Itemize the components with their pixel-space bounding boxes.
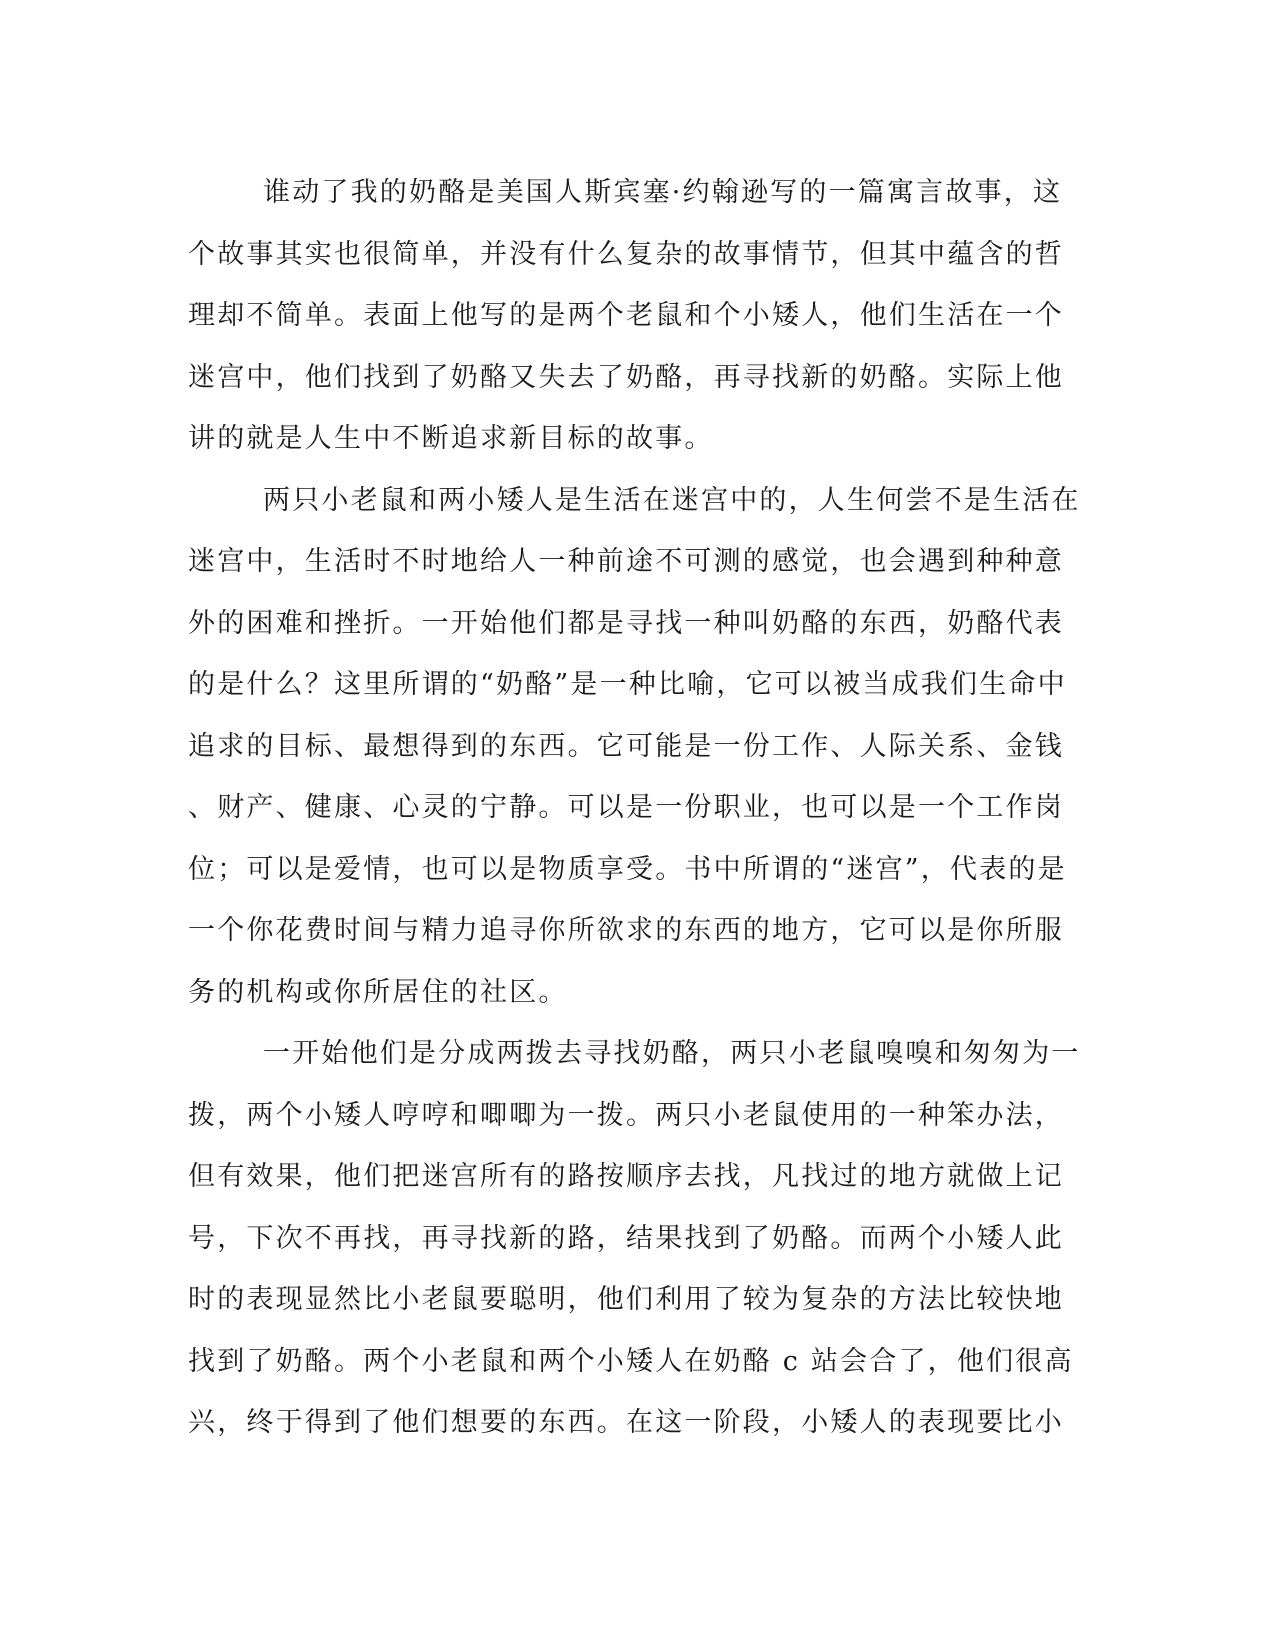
text-line: 兴，终于得到了他们想要的东西。在这一阶段，小矮人的表现要比小 xyxy=(188,1407,1064,1438)
paragraph-3 xyxy=(188,1023,1081,1454)
text-line: 但有效果，他们把迷宫所有的路按顺序去找，凡找过的地方就做上记 xyxy=(188,1161,1064,1192)
text-line: 外的困难和挫折。一开始他们都是寻找一种叫奶酪的东西，奶酪代表 xyxy=(188,607,1064,639)
text-line: 讲的就是人生中不断追求新目标的故事。 xyxy=(188,423,714,454)
text-line: 位；可以是爱情，也可以是物质享受。书中所谓的“迷宫”，代表的是 xyxy=(188,853,1067,885)
text-line: 找到了奶酪。两个小老鼠和两个小矮人在奶酪 c 站会合了，他们很高 xyxy=(188,1345,1074,1377)
paragraph-1 xyxy=(188,162,1068,470)
text-line: 时的表现显然比小老鼠要聪明，他们利用了较为复杂的方法比较快地 xyxy=(188,1284,1064,1315)
text-line: 追求的目标、最想得到的东西。它可能是一份工作、人际关系、金钱 xyxy=(188,730,1064,762)
text-line: 号，下次不再找，再寻找新的路，结果找到了奶酪。而两个小矮人此 xyxy=(188,1222,1064,1254)
text-line: 个故事其实也很简单，并没有什么复杂的故事情节，但其中蕴含的哲 xyxy=(188,238,1064,270)
text-line: 、财产、健康、心灵的宁静。可以是一份职业，也可以是一个工作岗 xyxy=(188,792,1064,823)
text-line: 两只小老鼠和两小矮人是生活在迷宫中的，人生何尝不是生活在 xyxy=(263,484,1081,516)
text-line: 迷宫中，他们找到了奶酪又失去了奶酪，再寻找新的奶酪。实际上他 xyxy=(188,361,1064,393)
text-line: 理却不简单。表面上他写的是两个老鼠和个小矮人，他们生活在一个 xyxy=(188,300,1064,331)
text-line: 务的机构或你所居住的社区。 xyxy=(188,976,568,1008)
text-line: 的是什么？这里所谓的“奶酪”是一种比喻，它可以被当成我们生命中 xyxy=(188,669,1067,700)
paragraph-2 xyxy=(188,470,1081,1024)
body-text xyxy=(188,162,1081,1454)
text-line: 迷宫中，生活时不时地给人一种前途不可测的感觉，也会遇到种种意 xyxy=(188,546,1064,577)
text-line: 谁动了我的奶酪是美国人斯宾塞·约翰逊写的一篇寓言故事，这 xyxy=(263,177,1063,208)
text-line: 拨，两个小矮人哼哼和唧唧为一拨。两只小老鼠使用的一种笨办法， xyxy=(188,1099,1064,1131)
text-line: 一开始他们是分成两拨去寻找奶酪，两只小老鼠嗅嗅和匆匆为一 xyxy=(263,1038,1081,1069)
text-line: 一个你花费时间与精力追寻你所欲求的东西的地方，它可以是你所服 xyxy=(188,915,1064,946)
